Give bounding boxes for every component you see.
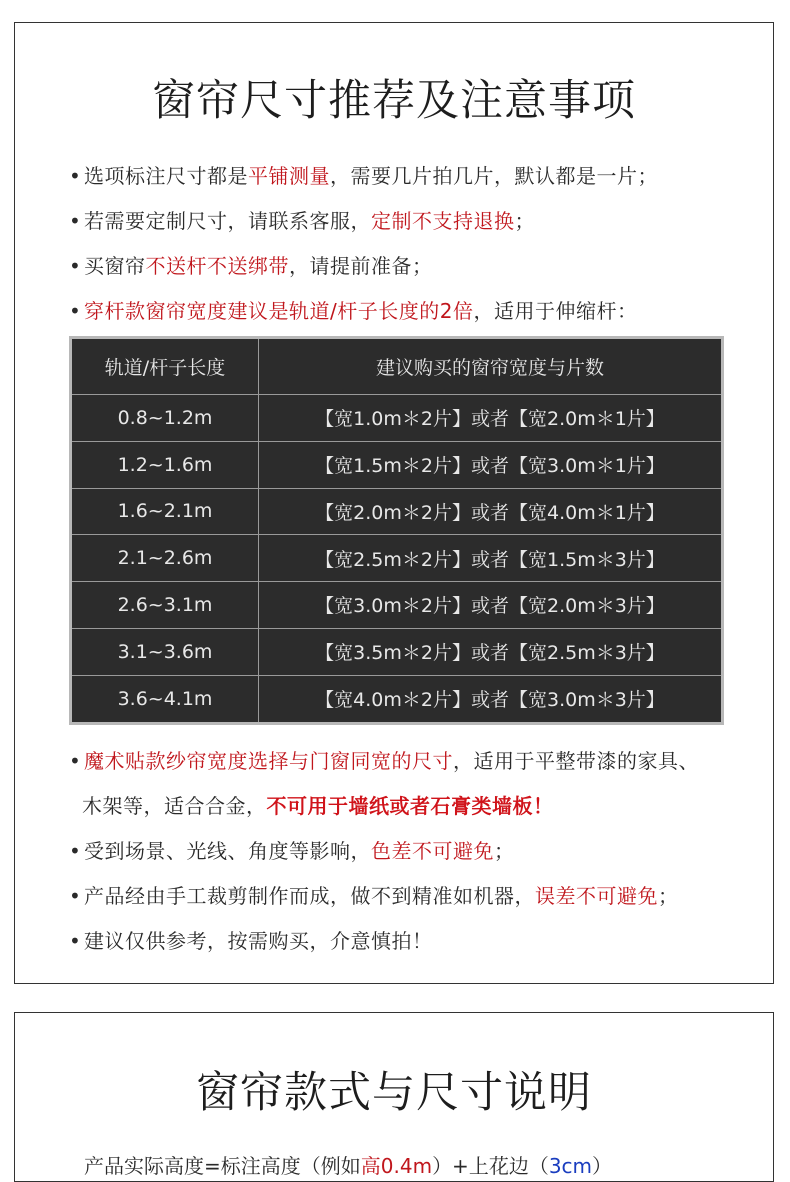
note-text: 选项标注尺寸都是 — [84, 164, 248, 188]
size-table — [69, 336, 724, 725]
note-text: 木架等，适合合金， — [82, 794, 267, 818]
table-header-row — [71, 338, 723, 395]
section-title: 窗帘款式与尺寸说明 — [196, 1068, 592, 1118]
note-text: 产品实际高度=标注高度（例如 — [84, 1154, 361, 1178]
note-line-reference — [69, 925, 433, 954]
note-text: ，适用于伸缩杆： — [473, 299, 638, 323]
table-row — [71, 582, 723, 629]
note-line-velcro — [69, 745, 699, 774]
table-cell: 3.6~4.1m — [71, 675, 259, 724]
table-row — [71, 675, 723, 724]
note-highlight: 平铺测量 — [248, 164, 330, 188]
table-cell: 【宽2.5m＊2片】或者【宽1.5m＊3片】 — [259, 535, 723, 582]
table-header-cell: 轨道/杆子长度 — [71, 338, 259, 395]
note-line-measure — [69, 160, 658, 189]
table-row — [71, 535, 723, 582]
note-highlight: 不送杆不送绑带 — [145, 254, 289, 278]
note-highlight: 高0.4m — [360, 1154, 433, 1178]
notice-card — [14, 22, 774, 984]
note-line-custom — [69, 205, 535, 234]
note-line-handmade — [69, 880, 679, 909]
note-text: 建议仅供参考，按需购买，介意慎拍！ — [84, 929, 433, 953]
bullet-icon: • — [69, 839, 82, 863]
bullet-icon: • — [69, 299, 82, 323]
table-cell: 1.6~2.1m — [71, 488, 259, 535]
note-text: ； — [494, 839, 515, 863]
note-text: 若需要定制尺寸，请联系客服， — [84, 209, 371, 233]
table-row — [71, 395, 723, 442]
note-text: ） — [592, 1154, 613, 1178]
table-cell: 【宽1.5m＊2片】或者【宽3.0m＊1片】 — [259, 441, 723, 488]
note-highlight: 穿杆款窗帘宽度建议是轨道/杆子长度的2倍 — [84, 299, 474, 323]
note-line-velcro-continued — [82, 790, 554, 819]
note-text: ，请提前准备； — [289, 254, 433, 278]
note-text: 产品经由手工裁剪制作而成，做不到精准如机器， — [84, 884, 535, 908]
bullet-icon: • — [69, 164, 82, 188]
table-row — [71, 488, 723, 535]
table-cell: 【宽4.0m＊2片】或者【宽3.0m＊3片】 — [259, 675, 723, 724]
note-highlight: 误差不可避免 — [535, 884, 658, 908]
note-highlight: 魔术贴款纱帘宽度选择与门窗同宽的尺寸 — [84, 749, 453, 773]
note-text: ，需要几片拍几片，默认都是一片； — [330, 164, 658, 188]
table-header-cell: 建议购买的窗帘宽度与片数 — [259, 338, 723, 395]
table-cell: 【宽2.0m＊2片】或者【宽4.0m＊1片】 — [259, 488, 723, 535]
note-text: 受到场景、光线、角度等影响， — [84, 839, 371, 863]
table-cell: 【宽3.0m＊2片】或者【宽2.0m＊3片】 — [259, 582, 723, 629]
table-cell: 1.2~1.6m — [71, 441, 259, 488]
note-highlight-blue: 3cm — [548, 1154, 593, 1178]
section-title: 窗帘尺寸推荐及注意事项 — [152, 76, 636, 126]
table-cell: 2.6~3.1m — [71, 582, 259, 629]
table-cell: 3.1~3.6m — [71, 628, 259, 675]
size-explanation-line — [84, 1150, 612, 1179]
note-line-rod — [69, 250, 433, 279]
note-line-width — [69, 295, 637, 324]
bullet-icon: • — [69, 884, 82, 908]
note-highlight: 定制不支持退换 — [371, 209, 515, 233]
note-text: ）+上花边（ — [432, 1154, 549, 1178]
note-text: ，适用于平整带漆的家具、 — [453, 749, 699, 773]
note-text: 买窗帘 — [84, 254, 146, 278]
note-warning: 不可用于墙纸或者石膏类墙板！ — [266, 794, 554, 818]
table-cell: 2.1~2.6m — [71, 535, 259, 582]
table-cell: 【宽3.5m＊2片】或者【宽2.5m＊3片】 — [259, 628, 723, 675]
bullet-icon: • — [69, 929, 82, 953]
table-row — [71, 628, 723, 675]
bullet-icon: • — [69, 254, 82, 278]
table-cell: 0.8~1.2m — [71, 395, 259, 442]
table-cell: 【宽1.0m＊2片】或者【宽2.0m＊1片】 — [259, 395, 723, 442]
note-text: ； — [514, 209, 535, 233]
table-row — [71, 441, 723, 488]
note-highlight: 色差不可避免 — [371, 839, 494, 863]
note-line-color — [69, 835, 515, 864]
note-text: ； — [658, 884, 679, 908]
bullet-icon: • — [69, 209, 82, 233]
bullet-icon: • — [69, 749, 82, 773]
